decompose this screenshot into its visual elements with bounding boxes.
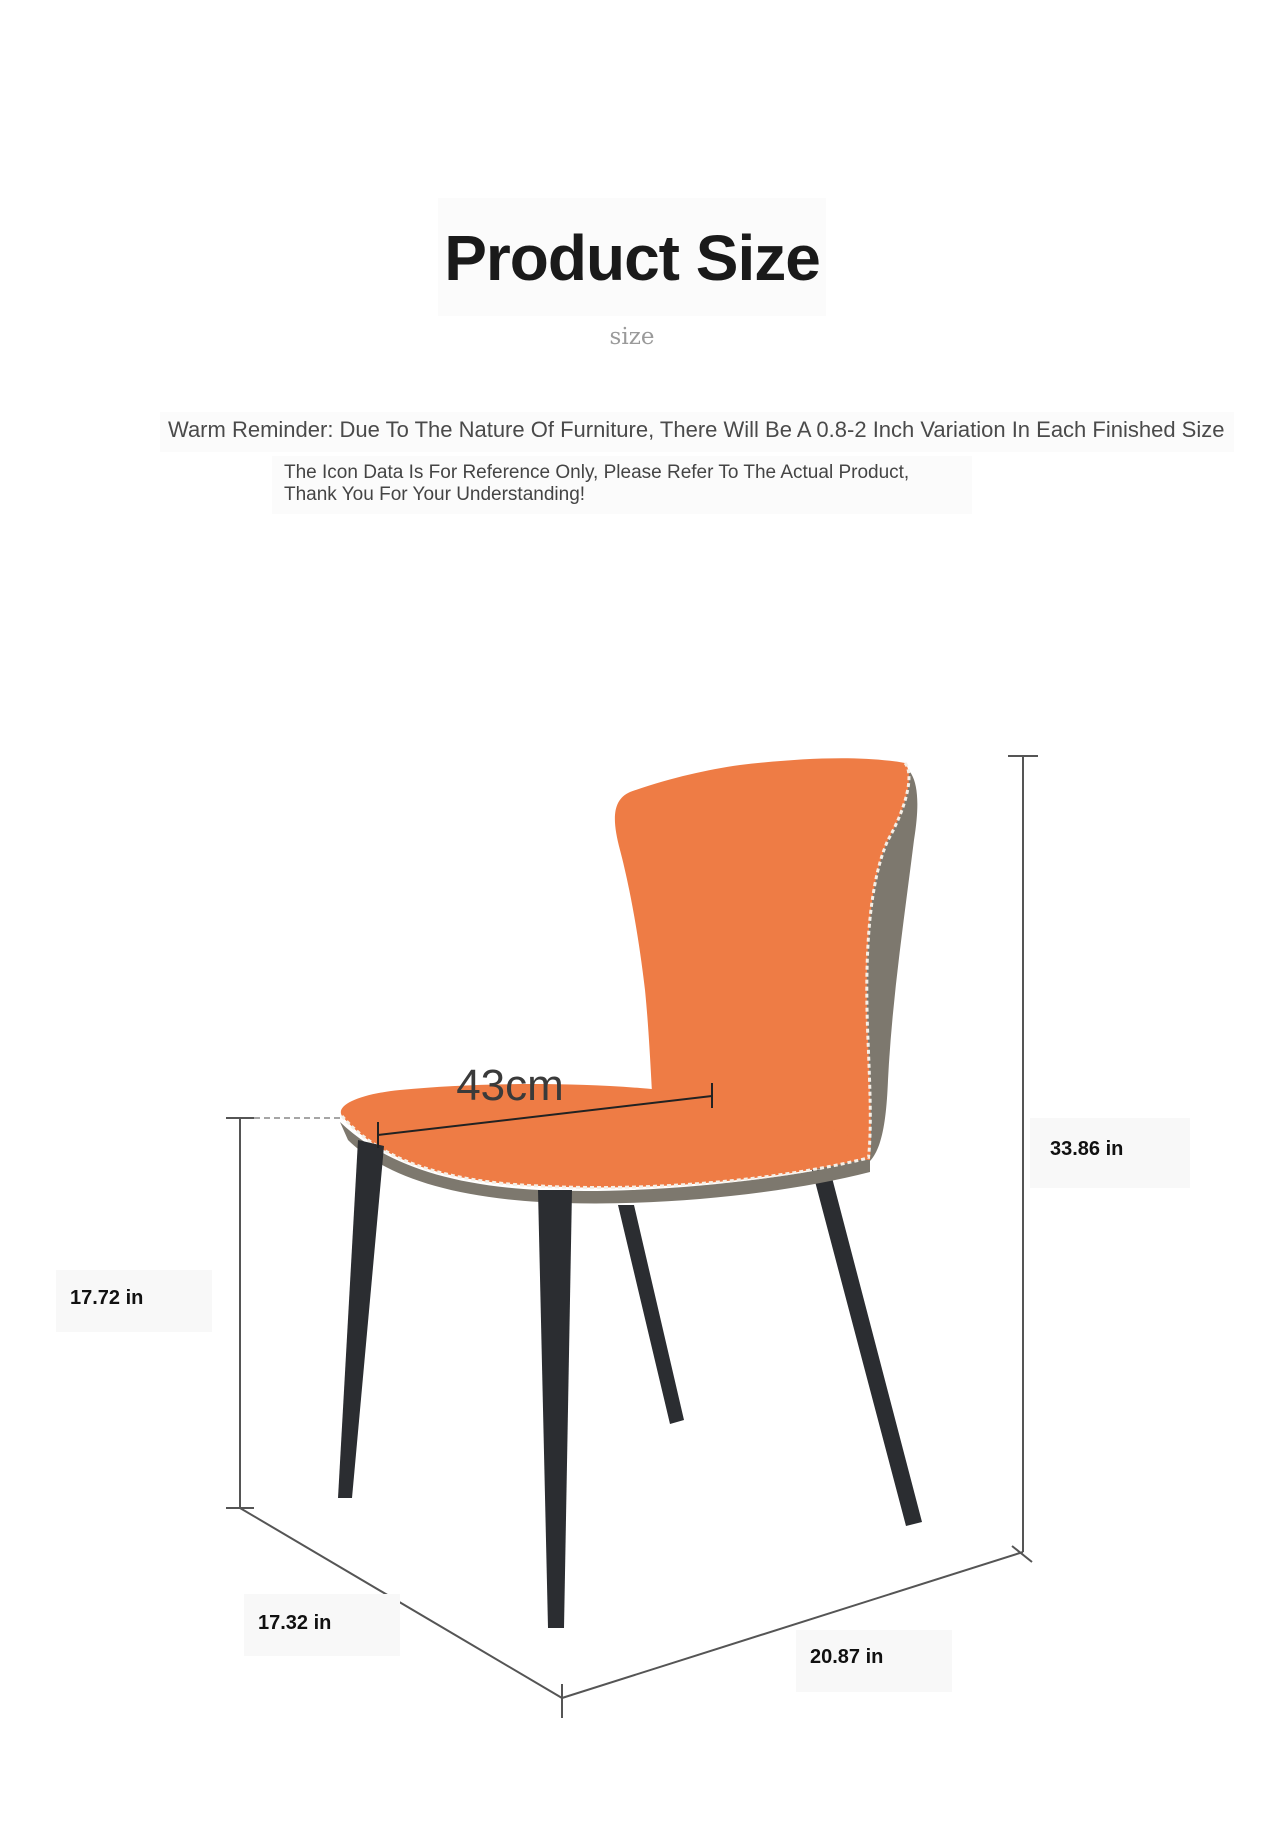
page-subtitle: size: [609, 324, 655, 350]
warm-reminder-text: Warm Reminder: Due To The Nature Of Furniture, There Will Be A 0.8-2 Inch Variation In Each Finished Size: [168, 417, 1225, 442]
seat-width-label: 43cm: [456, 1061, 564, 1110]
seat-height-dimension-line: [226, 1118, 340, 1508]
total-height-label: 33.86 in: [1050, 1138, 1124, 1160]
reference-note-line-2: Thank You For Your Understanding!: [284, 484, 586, 505]
chair-front-legs: [338, 1140, 572, 1628]
reference-note-line-1: The Icon Data Is For Reference Only, Please Refer To The Actual Product,: [284, 462, 910, 483]
depth-label: 17.32 in: [258, 1612, 332, 1634]
chair-back-legs: [618, 1170, 922, 1526]
seat-height-label: 17.72 in: [70, 1287, 144, 1309]
width-label: 20.87 in: [810, 1646, 884, 1668]
page-title: Product Size: [444, 222, 820, 294]
